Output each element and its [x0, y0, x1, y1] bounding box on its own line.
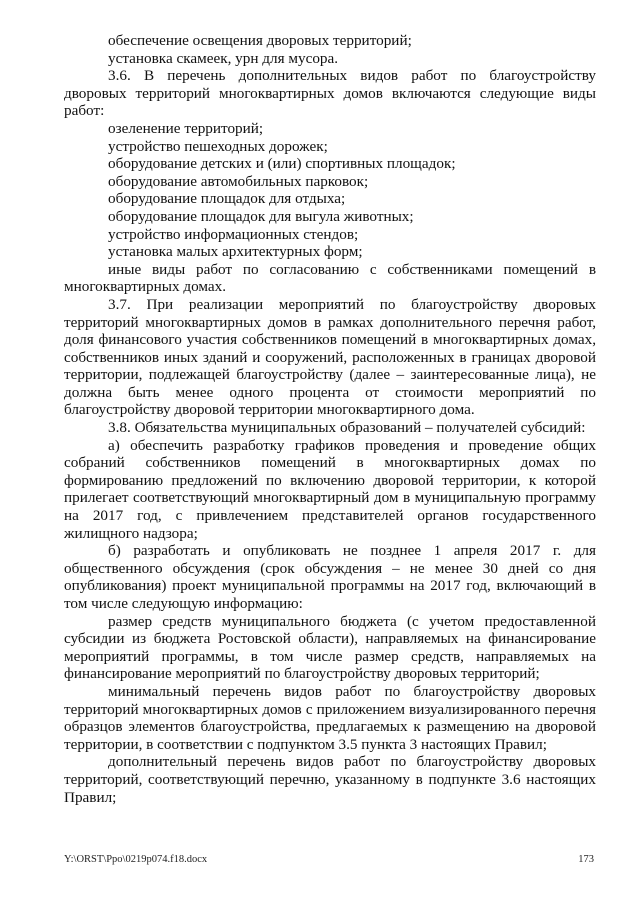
paragraph: размер средств муниципального бюджета (с учетом предоставленной субсидии из бюджета Ростовской области), направляемых на финансирование мероприятий программы, в том числе размер средств, направляемых на финансирование мероприятий по благоустройству дворовых территорий; — [64, 612, 596, 683]
paragraph: 3.8. Обязательства муниципальных образований – получателей субсидий: — [108, 419, 586, 437]
file-path: Y:\ORST\Ppo\0219p074.f18.docx — [64, 854, 208, 865]
page-number: 173 — [578, 854, 594, 865]
paragraph: обеспечение освещения дворовых территорий; — [108, 32, 412, 49]
document-body — [64, 32, 596, 806]
paragraph: иные виды работ по согласованию с собственниками помещений в многоквартирных домах. — [64, 260, 596, 296]
paragraph: оборудование площадок для выгула животных; — [108, 207, 414, 225]
paragraph: установка скамеек, урн для мусора. — [108, 49, 339, 67]
paragraph: а) обеспечить разработку графиков проведения и проведение общих собраний собственников помещений в многоквартирных домах по формированию предложений по включению дворовой территории, к которой прилегает соответствующий многоквартирный дом в муниципальную программу на 2017 год, с привлечением представителей органов государственного жилищного надзора; — [64, 436, 596, 542]
paragraph: б) разработать и опубликовать не позднее 1 апреля 2017 г. для общественного обсуждения (срок обсуждения – не менее 30 дней со дня опубликования) проект муниципальной программы на 2017 год, включающий в том числе следующую информацию: — [64, 542, 596, 612]
paragraph: 3.7. При реализации мероприятий по благоустройству дворовых территорий многоквартирных домов в рамках дополнительного перечня работ, доля финансового участия собственников помещений в многоквартирных домах, собственников иных зданий и сооружений, расположенных в границах дворовой территории, подлежащей благоустройству (далее – заинтересованные лица), не должна быть менее одного процента от стоимости мероприятий по благоустройству дворовой территории многоквартирного дома. — [64, 295, 596, 419]
paragraph: дополнительный перечень видов работ по благоустройству дворовых территорий, соответствующий перечню, указанному в подпункте 3.6 настоящих Правил; — [64, 753, 596, 806]
paragraph: озеленение территорий; — [108, 119, 264, 137]
paragraph: минимальный перечень видов работ по благоустройству дворовых территорий многоквартирных домов с приложением визуализированного перечня образцов элементов благоустройства, предлагаемых к размещению на дворовой территории, в соответствии с подпунктом 3.5 пункта 3 настоящих Правил; — [64, 682, 596, 753]
paragraph: оборудование автомобильных парковок; — [108, 172, 369, 190]
paragraph: установка малых архитектурных форм; — [108, 243, 363, 261]
paragraph: оборудование площадок для отдыха; — [108, 190, 346, 208]
paragraph: устройство пешеходных дорожек; — [108, 137, 328, 155]
paragraph: оборудование детских и (или) спортивных площадок; — [108, 155, 456, 173]
paragraph: 3.6. В перечень дополнительных видов работ по благоустройству дворовых территорий многоквартирных домов включаются следующие виды работ: — [64, 67, 596, 120]
paragraph: устройство информационных стендов; — [108, 225, 359, 243]
